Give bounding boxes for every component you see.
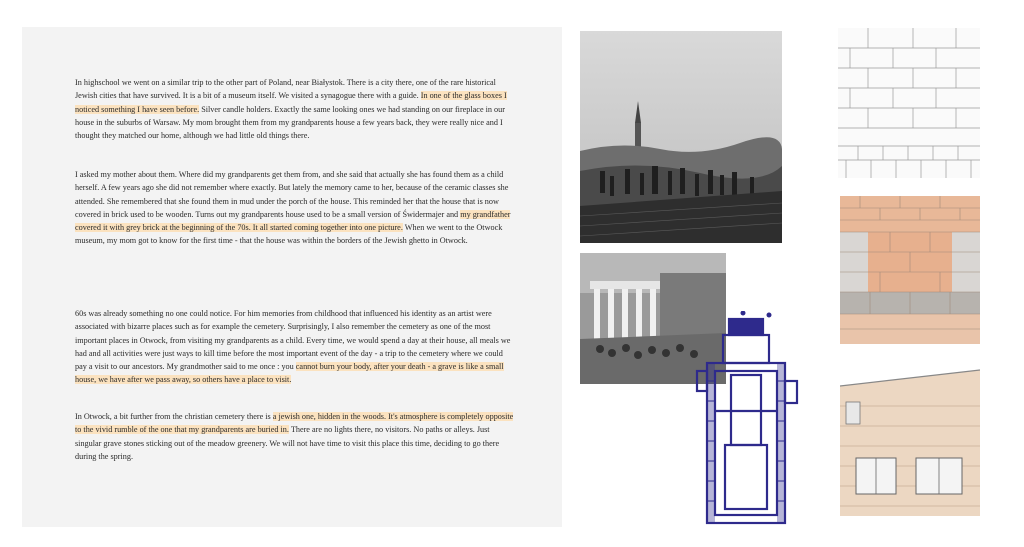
sketch-orange-brick-wall: [840, 196, 980, 344]
sketch-grey-brick-wall: [838, 28, 980, 178]
body-text: I asked my mother about them. Where did my grandparents get them from, and she said that actually she has found them as a child herself. A few years ago she did not remember where exactly. But lately the memory came to her, because of the ceramic classes she attended. She remembered that she found them in mud under the porch of the house. This reminded her that the house that is now covered in brick used to be wooden. Turns out my grandparents house used to be a small version of Świdermajer and: [75, 170, 509, 219]
body-text: 60s was already something no one could notice. For him memories from childhood that influenced his identity as an artist were associated with bizarre places such as for example the cemetery. Surprisingly, I also remember the cemetery as one of the most important places in Otwock, from visiting my grandparents as a child. Every time, we would spend a day at their house, all meals we had and all activities were just ways to kill time before the most important event of the day - a trip to the cemetery where we could pay a visit to our ancestors. My grandmother said to me once : you: [75, 309, 511, 372]
highlighted-text: a jewish one, hidden in the woods. It's atmosphere is completely opposite to the vivid rumble of the one that my grandparents are buried in.: [75, 412, 514, 435]
paragraph-4: [75, 410, 515, 463]
highlighted-text: my grandfather covered it with grey brick at the beginning of the 70s. It all started coming together into one picture.: [75, 209, 511, 233]
paragraph-2: [75, 168, 515, 248]
body-text: When we went to the Otwock museum, my mom got to know for the first time - that the house was within the borders of the Jewish ghetto in Otwock.: [75, 223, 503, 246]
sketch-house-facade: [840, 366, 980, 516]
highlighted-text: In one of the glass boxes I noticed something I have seen before.: [75, 91, 507, 114]
paragraph-1: [75, 76, 515, 142]
floor-plan-drawing: [693, 311, 804, 525]
body-text: In highschool we went on a similar trip to the other part of Poland, near Białystok. There is a city there, one of the rare historical Jewish cities that have survived. It is a bit of a museum itself. We visited a synagogue there with a guide.: [75, 78, 496, 101]
body-text: Silver candle holders. Exactly the same looking ones we had standing on our fireplace in our house in the suburbs of Warsaw. My mom brought them from my grandparents house a few years back, they were really nice and I thought they matched our home, although we had little old things there.: [75, 104, 505, 141]
body-text: There are no lights there, no visitors. No paths or alleys. Just singular grave stones sticking out of the meadow greenery. We will not have time to visit this place this time, deciding to go there during the spring.: [75, 425, 500, 461]
body-text: In Otwock, a bit further from the christian cemetery there is: [75, 412, 273, 421]
text-panel: [22, 27, 562, 527]
paragraph-3: [75, 307, 515, 387]
photo-cemetery: [580, 31, 782, 243]
highlighted-text: cannot burn your body, after your death - a grave is like a small house, we have after we pass away, so others have a place to visit.: [75, 362, 504, 385]
